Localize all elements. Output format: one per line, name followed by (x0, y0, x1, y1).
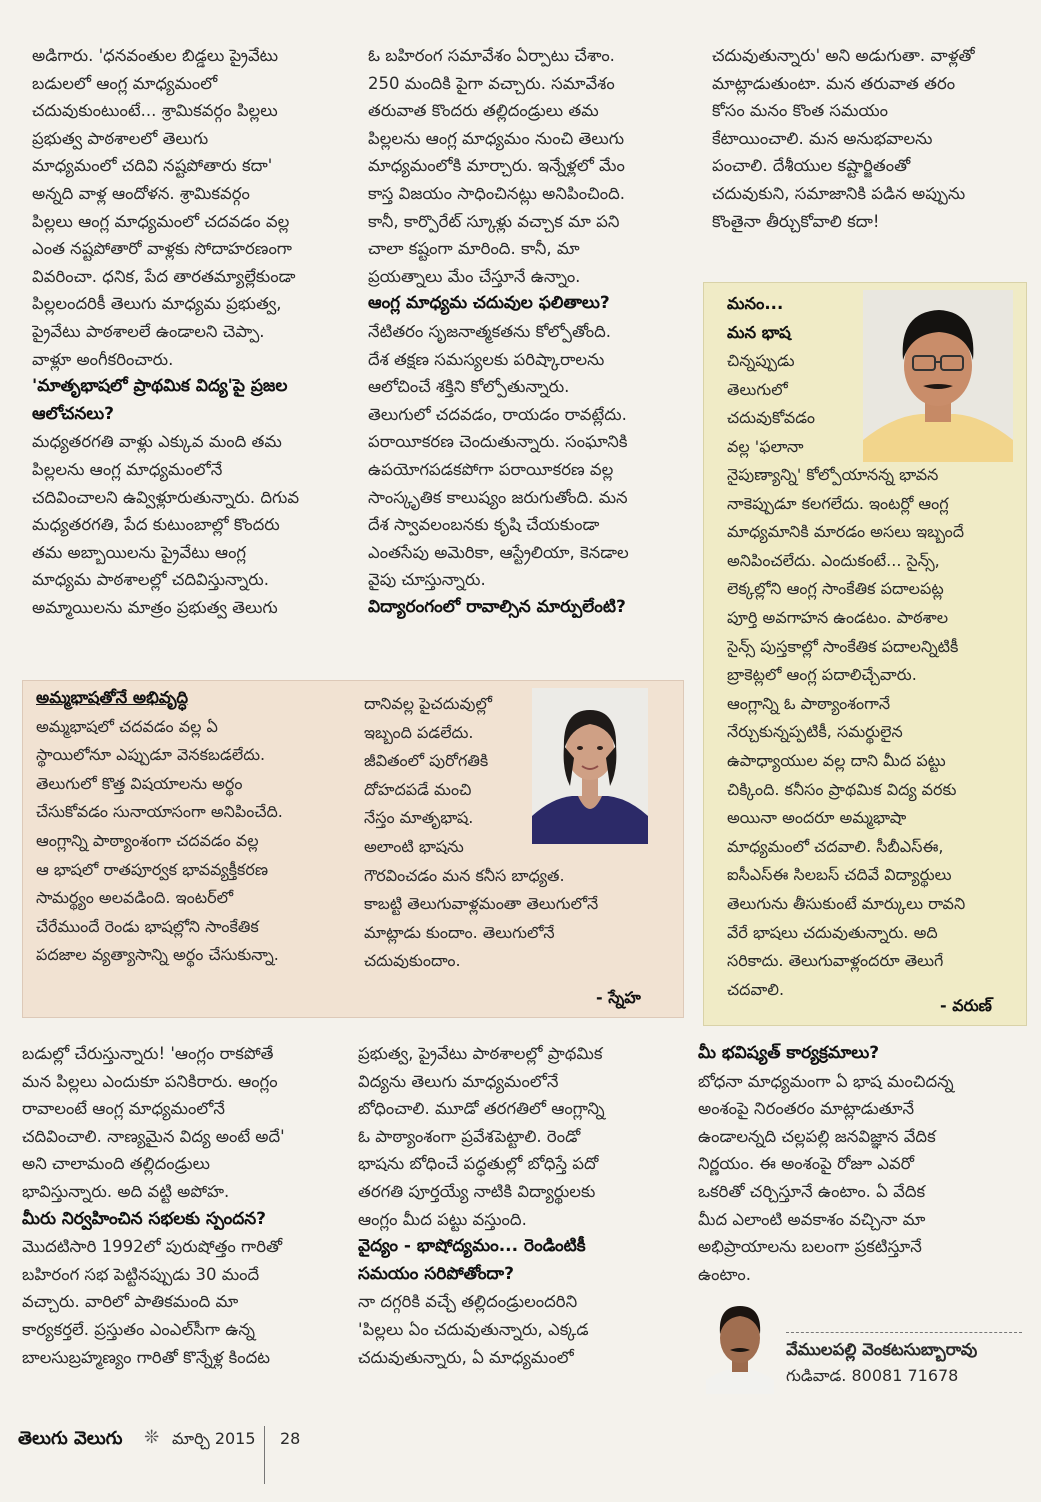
text-line: సరికాదు. తెలుగువాళ్లందరూ తెలుగే (727, 951, 944, 971)
text-line: కాస్త విజయం సాధించినట్లు అనిపించింది. (368, 183, 625, 203)
text-line: స్థాయిలోనూ ఎప్పుడూ వెనకబడలేదు. (36, 745, 266, 765)
text-line: దేశ స్వావలంబనకు కృషి చేయకుండా (368, 515, 600, 535)
section-question: సమయం సరిపోతోందా? (358, 1263, 514, 1284)
text-line: చిక్కింది. కనీసం ప్రాథమిక విద్య వరకు (727, 779, 957, 799)
text-line: సైన్స్ పుస్తకాల్లో సాంకేతిక పదాలన్నిటికీ (727, 636, 959, 656)
text-line: బడులలో ఆంగ్ల మాధ్యమంలో (32, 73, 218, 93)
text-line: అంశంపై నిరంతరం మాట్లాడుతూనే (698, 1099, 915, 1119)
text-line: ప్రయత్నాలు మేం చేస్తూనే ఉన్నాం. (368, 266, 581, 286)
varun-box-title-line2: మన భాష (727, 322, 791, 342)
text-line: అనిపించలేదు. ఎందుకంటే... సైన్స్, (727, 550, 940, 570)
author-place-phone: గుడివాడ. 80081 71678 (786, 1366, 959, 1385)
text-line: తెలుగులో చదవడం, రాయడం రావట్లేదు. (368, 404, 627, 424)
footer-magazine-name: తెలుగు వెలుగు (18, 1428, 123, 1449)
section-question: ఆంగ్ల మాధ్యమ చదువుల ఫలితాలు? (368, 293, 610, 314)
section-question: మీ భవిష్యత్ కార్యక్రమాలు? (698, 1043, 880, 1063)
text-line: ఎంతసేపు అమెరికా, ఆస్ట్రేలియా, కెనడాల (368, 542, 629, 562)
text-line: వివరించా. ధనిక, పేద తారతమ్యాల్లేకుండా (32, 266, 296, 286)
text-line: అమ్మాయిలను మాత్రం ప్రభుత్వ తెలుగు (32, 597, 278, 617)
section-question: వైద్యం - భాషోద్యమం... రెండింటికీ (358, 1236, 586, 1257)
text-line: కాబట్టి తెలుగువాళ్లమంతా తెలుగులోనే (364, 894, 599, 914)
text-line: దానివల్ల పైచదువుల్లో (364, 694, 492, 713)
text-line: పిల్లలు ఆంగ్ల మాధ్యమంలో చదవడం వల్ల (32, 211, 290, 231)
text-line: ఆంగ్లాన్ని పాఠ్యాంశంగా చదవడం వల్ల (36, 830, 259, 850)
text-line: పిల్లలను ఆంగ్ల మాధ్యమంలోనే (32, 459, 223, 479)
text-line: చదువుకుంటుంటే... శ్రామికవర్గం పిల్లలు (32, 101, 278, 121)
text-line: మధ్యతరగతి, పేద కుటుంబాల్లో కొందరు (32, 515, 280, 535)
text-line: మాట్లాడుతుంటా. మన తరువాత తరం (712, 73, 956, 93)
varun-box-title-line1: మనం... (727, 294, 784, 313)
text-line: అలాంటి భాషను (364, 837, 464, 856)
text-line: అయినా అందరూ అమ్మభాషా (727, 808, 907, 828)
column-1-bottom (22, 1040, 352, 1371)
text-line: మాధ్యమంలో చదివి నష్టపోతారు కదా' (32, 156, 273, 176)
text-line: పూర్తి అవగాహన ఉండటం. పాఠశాల (727, 607, 949, 627)
text-line: కొంతైనా తీర్చుకోవాలి కదా! (712, 211, 880, 231)
text-line: మధ్యతరగతి వాళ్లు ఎక్కువ మంది తమ (32, 432, 282, 452)
footer-star-icon: ❊ (144, 1427, 160, 1448)
text-line: తెలుగులో (727, 379, 788, 399)
text-line: బోధనా మాధ్యమంగా ఏ భాష మంచిదన్న (698, 1071, 954, 1091)
sneha-signature: - స్నేహ (596, 988, 641, 1007)
text-line: బాలసుబ్రహ్మణ్యం గారితో కొన్నేళ్ల కిందట (22, 1347, 271, 1367)
text-line: వేరే భాషలు చదువుతున్నారు. అది (727, 922, 938, 942)
column-2-top (368, 42, 693, 621)
text-line: మీద ఎలాంటి అవకాశం వచ్చినా మా (698, 1209, 926, 1229)
text-line: అని చాలామంది తల్లిదండ్రులు (22, 1154, 210, 1174)
text-line: చదువుకుందాం. (364, 951, 461, 971)
text-line: అభిప్రాయాలను బలంగా ప్రకటిస్తూనే (698, 1237, 922, 1257)
text-line: ఉపాధ్యాయుల వల్ల దాని మీద పట్టు (727, 750, 946, 770)
text-line: మాధ్యమానికి మారడం అసలు ఇబ్బందే (727, 522, 965, 542)
text-line: తరగతి పూర్తయ్యే నాటికి విద్యార్థులకు (358, 1181, 596, 1201)
text-line: ఓ పాఠ్యాంశంగా ప్రవేశపెట్టాలి. రెండో (358, 1126, 581, 1146)
text-line: చదివించాలి. నాణ్యమైన విద్య అంటే అదే' (22, 1126, 285, 1146)
footer-divider (264, 1426, 265, 1484)
text-line: ప్రభుత్వ పాఠశాలలో తెలుగు (32, 128, 209, 148)
section-question: ఆలోచనలు? (32, 403, 115, 424)
text-line: నేర్చుకున్నప్పటికీ, సమర్థులైన (727, 722, 903, 742)
text-line: ఒకరితో చర్చిస్తూనే ఉంటాం. ఏ వేదిక (698, 1181, 926, 1201)
text-line: తెలుగును తీసుకుంటే మార్కులు రావని (727, 893, 966, 913)
text-line: ఆ భాషలో రాతపూర్వక భావవ్యక్తీకరణ (36, 859, 269, 879)
text-line: కోసం మనం కొంత సమయం (712, 101, 889, 121)
text-line: నాకెప్పుడూ కలగలేదు. ఇంటర్లో ఆంగ్ల (727, 493, 949, 513)
text-line: వాళ్లూ అంగీకరించారు. (32, 349, 174, 369)
text-line: చదువుతున్నారు' అని అడుగుతా. వాళ్లతో (712, 46, 975, 65)
text-line: బడుల్లో చేరుస్తున్నారు! 'ఆంగ్లం రాకపోతే (22, 1044, 274, 1063)
text-line: నేటితరం సృజనాత్మకతను కోల్పోతోంది. (368, 321, 611, 341)
text-line: నేస్తం మాతృభాష. (364, 808, 474, 828)
section-question: 'మాతృభాషలో ప్రాథమిక విద్య'పై ప్రజల (32, 376, 288, 397)
text-line: పిల్లలందరికీ తెలుగు మాధ్యమ ప్రభుత్వ, (32, 294, 282, 314)
text-line: జీవితంలో పురోగతికి (364, 751, 489, 771)
text-line: నిర్ణయం. ఈ అంశంపై రోజూ ఎవరో (698, 1154, 914, 1174)
text-line: వల్ల 'ఫలానా (727, 436, 804, 456)
text-line: సాంస్కృతిక కాలుష్యం జరుగుతోంది. మన (368, 487, 628, 507)
text-line: చాలా కష్టంగా మారింది. కానీ, మా (368, 239, 580, 259)
column-3-top (712, 42, 1030, 235)
varun-signature: - వరుణ్ (940, 996, 992, 1015)
text-line: నా దగ్గరికి వచ్చే తల్లిదండ్రులందరిని (358, 1292, 578, 1312)
text-line: చదవాలి. (727, 979, 785, 999)
text-line: మాధ్యమంలో చదవాలి. సీబీఎస్ఈ, (727, 836, 944, 856)
sneha-photo (532, 688, 648, 844)
varun-box-narrow-text (727, 290, 862, 462)
text-line: ఐసీఎస్ఈ సిలబస్ చదివే విద్యార్థులు (727, 865, 952, 885)
text-line: నైపుణ్యాన్ని' కోల్పోయానన్న భావన (727, 465, 939, 484)
text-line: బహిరంగ సభ పెట్టినప్పుడు 30 మందే (22, 1264, 260, 1284)
sneha-box-left-text (36, 684, 366, 970)
text-line: ఉపయోగపడకపోగా పరాయీకరణ వల్ల (368, 459, 614, 479)
text-line: తరువాత కొందరు తల్లిదండ్రులు తమ (368, 101, 599, 121)
text-line: లెక్కల్లోని ఆంగ్ల సాంకేతిక పదాలపట్ల (727, 579, 944, 599)
text-line: బ్రాకెట్లలో ఆంగ్ల పదాలిచ్చేవారు. (727, 665, 917, 685)
text-line: ఆంగ్లాన్ని ఓ పాఠ్యాంశంగానే (727, 693, 891, 713)
sneha-box-right-top-text (364, 690, 532, 833)
text-line: ఉండాలన్నది చల్లపల్లి జనవిజ్ఞాన వేదిక (698, 1126, 936, 1146)
text-line: వైపు చూస్తున్నారు. (368, 570, 486, 590)
text-line: చదువుకోవడం (727, 408, 816, 428)
author-divider (786, 1332, 1022, 1333)
author-name: వేములపల్లి వెంకటసుబ్బారావు (786, 1340, 978, 1359)
text-line: ప్రైవేటు పాఠశాలలే ఉండాలని చెప్పా. (32, 321, 265, 341)
text-line: భావిస్తున్నారు. అది వట్టి అపోహ. (22, 1181, 230, 1201)
text-line: పంచాలి. దేశీయుల కష్టార్జితంతో (712, 156, 911, 176)
text-line: ఉంటాం. (698, 1264, 751, 1284)
text-line: గౌరవించడం మన కనీస బాధ్యత. (364, 865, 565, 885)
text-line: తెలుగులో కొత్త విషయాలను అర్థం (36, 773, 243, 793)
section-question: విద్యారంగంలో రావాల్సిన మార్పులేంటి? (368, 596, 626, 617)
text-line: ఇబ్బంది పడలేదు. (364, 722, 474, 742)
text-line: ప్రభుత్వ, ప్రైవేటు పాఠశాలల్లో ప్రాథమిక (358, 1044, 603, 1063)
text-line: ఓ బహిరంగ సమావేశం ఏర్పాటు చేశాం. (368, 46, 615, 65)
sneha-box-title: అమ్మభాషతోనే అభివృద్ధి (36, 688, 189, 707)
column-3-bottom (698, 1040, 1028, 1288)
text-line: చిన్నప్పుడు (727, 351, 795, 371)
text-line: మాట్లాడు కుందాం. తెలుగులోనే (364, 922, 555, 942)
text-line: సామర్థ్యం అలవడింది. ఇంటర్‌లో (36, 888, 234, 908)
text-line: మొదటిసారి 1992లో పురుషోత్తం గారితో (22, 1237, 283, 1257)
text-line: తమ అబ్బాయిలను ప్రైవేటు ఆంగ్ల (32, 542, 247, 562)
text-line: మాధ్యమ పాఠశాలల్లో చదివిస్తున్నారు. (32, 570, 269, 590)
text-line: పిల్లలను ఆంగ్ల మాధ్యమం నుంచి తెలుగు (368, 128, 625, 148)
text-line: చదువుకుని, సమాజానికి పడిన అప్పును (712, 183, 966, 203)
text-line: ఆలోచించే శక్తిని కోల్పోతున్నారు. (368, 377, 570, 397)
text-line: దోహదపడే మంచి (364, 779, 472, 799)
text-line: కానీ, కార్పొరేట్ స్కూళ్లు వచ్చాక మా పని (368, 211, 620, 231)
text-line: రావాలంటే ఆంగ్ల మాధ్యమంలోనే (22, 1099, 225, 1119)
text-line: చేరేముందే రెండు భాషల్లోని సాంకేతిక (36, 916, 259, 936)
sneha-box-right-bottom-text (364, 833, 674, 976)
text-line: విద్యను తెలుగు మాధ్యమంలోనే (358, 1071, 559, 1091)
text-line: పరాయీకరణ చెందుతున్నారు. సంఘానికి (368, 432, 628, 452)
text-line: చదువుతున్నారు, ఏ మాధ్యమంలో (358, 1347, 574, 1367)
text-line: 250 మందికి పైగా వచ్చారు. సమావేశం (368, 73, 615, 93)
text-line: కేటాయించాలి. మన అనుభవాలను (712, 128, 933, 148)
footer-month-year: మార్చి 2015 (172, 1429, 256, 1448)
text-line: అమ్మభాషలో చదవడం వల్ల ఏ (36, 716, 218, 736)
author-photo (706, 1294, 774, 1394)
text-line: కార్యకర్తలే. ప్రస్తుతం ఎంఎల్‌సీగా ఉన్న (22, 1319, 255, 1339)
footer-page-number: 28 (280, 1429, 301, 1448)
text-line: ఆంగ్లం మీద పట్టు వస్తుంది. (358, 1209, 527, 1229)
text-line: భాషను బోధించే పద్ధతుల్లో బోధిస్తే పదో (358, 1154, 599, 1174)
text-line: పదజాల వ్యత్యాసాన్ని అర్థం చేసుకున్నా. (36, 945, 279, 965)
text-line: మాధ్యమంలోకి మార్చారు. ఇన్నేళ్లలో మేం (368, 156, 625, 176)
text-line: దేశ తక్షణ సమస్యలకు పరిష్కారాలను (368, 349, 605, 369)
text-line: చదివించాలని ఉవ్విళ్లూరుతున్నారు. దిగువ (32, 487, 300, 507)
varun-photo (863, 290, 1013, 462)
text-line: బోధించాలి. మూడో తరగతిలో ఆంగ్లాన్ని (358, 1099, 605, 1119)
text-line: చేసుకోవడం సునాయాసంగా అనిపించేది. (36, 802, 283, 822)
text-line: అడిగారు. 'ధనవంతుల బిడ్డలు ప్రైవేటు (32, 46, 279, 65)
text-line: 'పిల్లలు ఏం చదువుతున్నారు, ఎక్కడ (358, 1319, 589, 1339)
varun-box-wide-text (727, 461, 1023, 1004)
text-line: మన పిల్లలు ఎందుకూ పనికిరారు. ఆంగ్లం (22, 1071, 278, 1091)
text-line: ఎంత నష్టపోతారో వాళ్లకు సోదాహరణంగా (32, 239, 293, 259)
text-line: వచ్చారు. వారిలో పాతికమంది మా (22, 1292, 239, 1312)
column-2-bottom (358, 1040, 690, 1371)
text-line: అన్నది వాళ్ల ఆందోళన. శ్రామికవర్గం (32, 183, 250, 203)
section-question: మీరు నిర్వహించిన సభలకు స్పందన? (22, 1208, 267, 1229)
column-1-top (32, 42, 350, 621)
